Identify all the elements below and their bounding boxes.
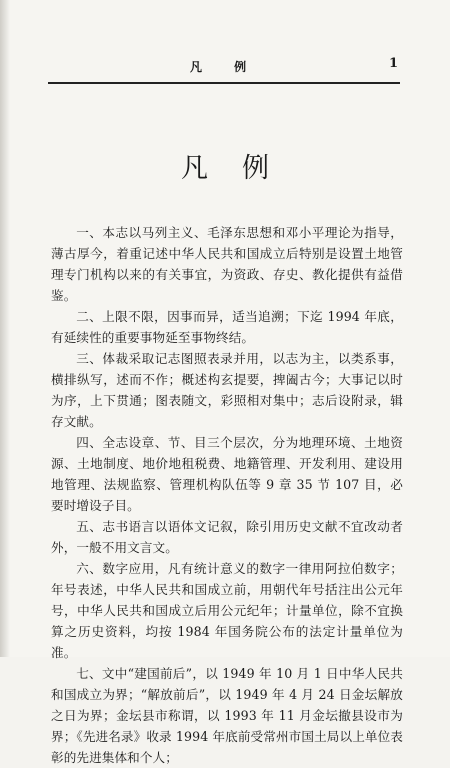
header-divider bbox=[48, 82, 400, 84]
running-header bbox=[48, 56, 398, 78]
paragraph-1: 一、本志以马列主义、毛泽东思想和邓小平理论为指导，薄古厚今，着重记述中华人民共和国成立后特别是设置土地管理专门机构以来的有关事宜，为资政、存史、教化提供有益借鉴。 bbox=[51, 225, 403, 303]
paragraph-6: 六、数字应用，凡有统计意义的数字一律用阿拉伯数字；年号表述，中华人民共和国成立前，用朝代年号括注出公元年号，中华人民共和国成立后用公元纪年；计量单位，除不宜换算之历史资料，均按 1984 年国务院公布的法定计量单位为准。 bbox=[51, 561, 403, 660]
paragraph-7: 七、文中“建国前后”，以 1949 年 10 月 1 日中华人民共和国成立为界；“解放前后”，以 1949 年 4 月 24 日金坛解放之日为界；金坛县市称谓，以 1993 年 11 月金坛撤县设市为界；《先进名录》收录 1994 年底前受常州市国土局以上单位表彰的先进集体和个人； bbox=[51, 666, 403, 765]
paragraph-5: 五、志书语言以语体文记叙，除引用历史文献不宜改动者外，一般不用文言文。 bbox=[51, 519, 403, 555]
page-number: 1 bbox=[388, 56, 398, 71]
paragraph-3: 三、体裁采取记志图照表录并用，以志为主，以类系事，横排纵写，述而不作；概述构玄提要，捭阖古今；大事记以时为序，上下贯通；图表随文，彩照相对集中；志后设附录，辑存文献。 bbox=[51, 351, 403, 429]
paragraph-4: 四、全志设章、节、目三个层次，分为地理环境、土地资源、土地制度、地价地租税费、地籍管理、开发利用、建设用地管理、法规监察、管理机构队伍等 9 章 35 节 107 目，必要时增设子目。 bbox=[51, 435, 403, 513]
page-title: 凡例 bbox=[181, 153, 303, 184]
body-text bbox=[51, 222, 403, 768]
running-header-title: 凡 例 bbox=[190, 60, 261, 74]
paragraph-2: 二、上限不限，因事而异，适当追溯；下迄 1994 年底，有延续性的重要事物延至事物终结。 bbox=[51, 309, 403, 345]
